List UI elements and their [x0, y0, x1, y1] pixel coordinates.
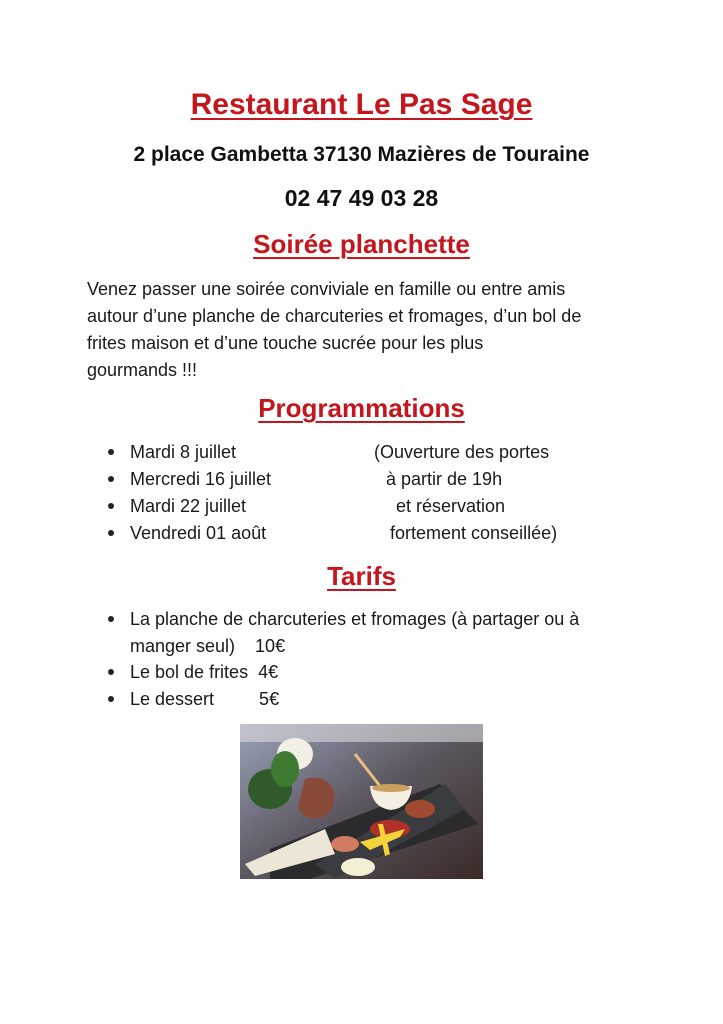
event-description [87, 276, 647, 384]
date-item: Mardi 22 juillet [130, 496, 247, 516]
tarif-item: Le bol de frites 4€ [130, 662, 279, 682]
bullet-icon [108, 696, 114, 702]
bullet-icon [108, 449, 114, 455]
phone-number: 02 47 49 03 28 [284, 185, 439, 211]
opening-note: à partir de 19h [386, 469, 503, 489]
opening-note: (Ouverture des portes [374, 442, 550, 462]
opening-note: fortement conseillée) [390, 523, 558, 543]
address: 2 place Gambetta 37130 Mazières de Touraine [133, 143, 590, 166]
bullet-icon [108, 503, 114, 509]
tarif-item-continued: manger seul) 10€ [130, 636, 286, 656]
opening-note: et réservation [396, 496, 506, 516]
restaurant-title: Restaurant Le Pas Sage [190, 88, 533, 121]
description-line: gourmands !!! [87, 360, 198, 380]
description-line: autour d’une planche de charcuteries et fromages, d’un bol de [87, 306, 582, 326]
event-heading: Soirée planchette [253, 229, 470, 259]
bullet-icon [108, 476, 114, 482]
bullet-icon [108, 616, 114, 622]
description-line: Venez passer une soirée conviviale en famille ou entre amis [87, 279, 566, 299]
description-line: frites maison et d’une touche sucrée pour les plus [87, 333, 484, 353]
date-item: Vendredi 01 août [130, 523, 267, 543]
tarif-item: Le dessert 5€ [130, 689, 280, 709]
food-photo [240, 724, 483, 879]
tarif-item: La planche de charcuteries et fromages (à partager ou à [130, 609, 580, 629]
bullet-icon [108, 530, 114, 536]
date-item: Mercredi 16 juillet [130, 469, 272, 489]
programmations-heading: Programmations [258, 393, 465, 423]
tarifs-heading: Tarifs [327, 561, 396, 591]
date-item: Mardi 8 juillet [130, 442, 237, 462]
bullet-icon [108, 669, 114, 675]
